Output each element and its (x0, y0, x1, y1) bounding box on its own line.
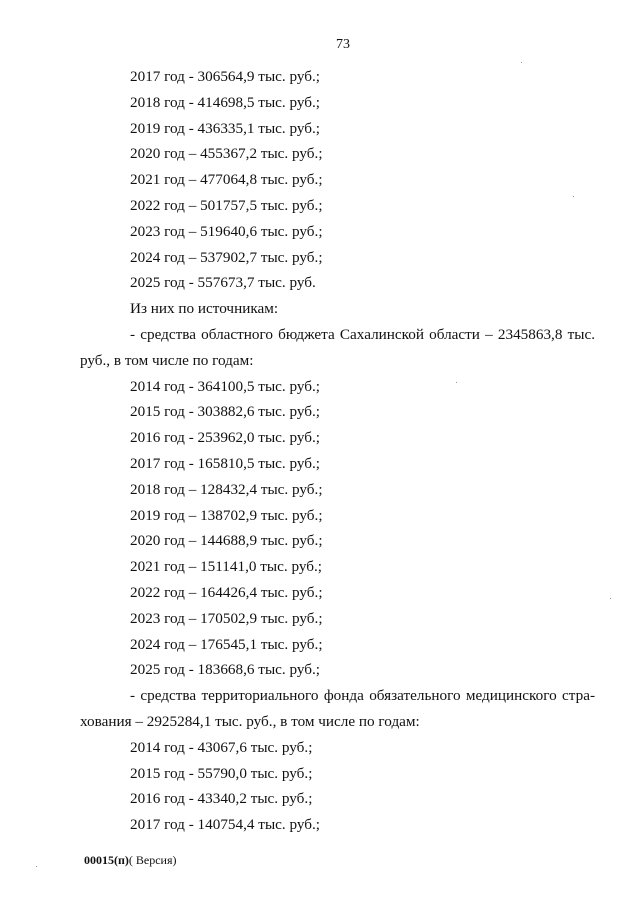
regional-budget-year: 2021 год – 151141,0 тыс. руб.; (130, 558, 322, 576)
scan-speck (573, 196, 574, 197)
regional-budget-year: 2016 год - 253962,0 тыс. руб.; (130, 429, 321, 447)
document-footer (84, 853, 177, 868)
regional-budget-intro: - средства областного бюджета Сахалинской области – 2345863,8 тыс. (130, 325, 595, 343)
territorial-fund-intro: - средства территориального фонда обязательного медицинского стра- (130, 687, 595, 705)
scan-speck (36, 866, 37, 867)
regional-budget-year: 2024 год – 176545,1 тыс. руб.; (130, 635, 323, 653)
territorial-fund-intro-cont: хования – 2925284,1 тыс. руб., в том числе по годам: (80, 712, 420, 730)
budget-line: 2023 год – 519640,6 тыс. руб.; (130, 222, 323, 240)
budget-line: 2018 год - 414698,5 тыс. руб.; (130, 93, 321, 111)
page-number: 73 (336, 37, 350, 52)
document-version: ( Версия) (128, 853, 177, 867)
budget-line: 2017 год - 306564,9 тыс. руб.; (130, 68, 321, 85)
regional-budget-intro-cont: руб., в том числе по годам: (80, 351, 254, 369)
regional-budget-year: 2022 год – 164426,4 тыс. руб.; (130, 583, 323, 601)
regional-budget-year: 2019 год – 138702,9 тыс. руб.; (130, 506, 323, 524)
regional-budget-year: 2014 год - 364100,5 тыс. руб.; (130, 377, 321, 395)
budget-line: 2021 год – 477064,8 тыс. руб.; (130, 171, 323, 189)
budget-line: 2022 год – 501757,5 тыс. руб.; (130, 196, 323, 214)
scan-speck (521, 62, 522, 63)
budget-line: 2025 год - 557673,7 тыс. руб. (130, 274, 316, 292)
regional-budget-year: 2020 год – 144688,9 тыс. руб.; (130, 532, 323, 550)
regional-budget-year: 2015 год - 303882,6 тыс. руб.; (130, 403, 321, 421)
regional-budget-year: 2025 год - 183668,6 тыс. руб.; (130, 661, 321, 679)
regional-budget-year: 2023 год – 170502,9 тыс. руб.; (130, 609, 323, 627)
sources-heading: Из них по источникам: (130, 300, 279, 318)
territorial-fund-year: 2016 год - 43340,2 тыс. руб.; (130, 790, 313, 808)
regional-budget-year: 2017 год - 165810,5 тыс. руб.; (130, 454, 321, 472)
territorial-fund-year: 2017 год - 140754,4 тыс. руб.; (130, 816, 321, 834)
regional-budget-year: 2018 год – 128432,4 тыс. руб.; (130, 480, 323, 498)
budget-line: 2024 год – 537902,7 тыс. руб.; (130, 248, 323, 266)
document-code: 00015(п) (84, 853, 129, 867)
scan-speck (456, 382, 457, 383)
budget-line: 2020 год – 455367,2 тыс. руб.; (130, 145, 323, 163)
document-body (80, 64, 595, 838)
territorial-fund-year: 2014 год - 43067,6 тыс. руб.; (130, 738, 313, 756)
budget-line: 2019 год - 436335,1 тыс. руб.; (130, 119, 321, 137)
territorial-fund-year: 2015 год - 55790,0 тыс. руб.; (130, 764, 313, 782)
scan-speck (610, 598, 611, 599)
